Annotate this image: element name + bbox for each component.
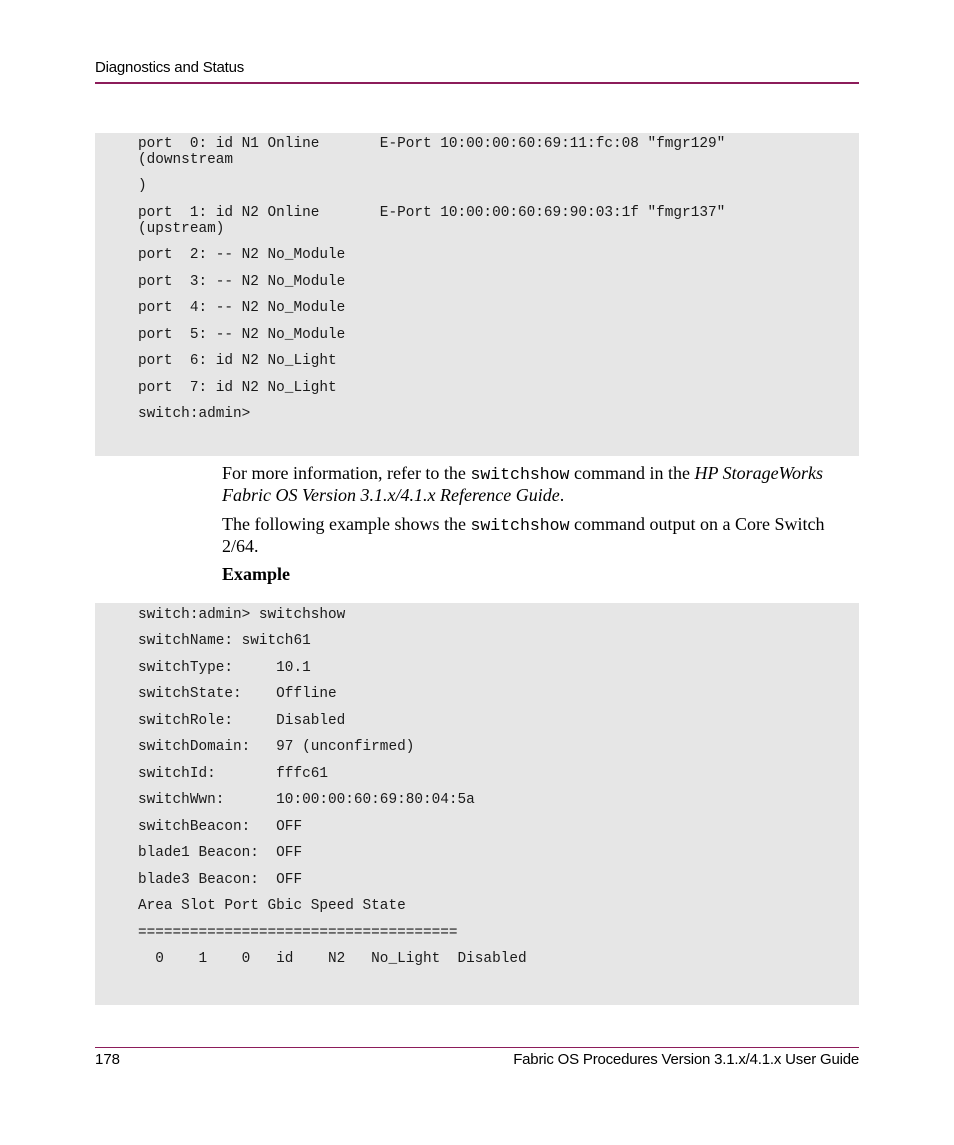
running-footer: Fabric OS Procedures Version 3.1.x/4.1.x User Guide: [513, 1051, 859, 1068]
code-line: port 0: id N1 Online E-Port 10:00:00:60:69:11:fc:08 "fmgr129" (downstream: [138, 136, 726, 168]
inline-command: switchshow: [470, 465, 570, 484]
code-line: port 7: id N2 No_Light: [138, 380, 337, 396]
code-line: port 4: -- N2 No_Module: [138, 300, 346, 316]
paragraph-reference: [222, 463, 862, 506]
code-line: switchBeacon: OFF: [138, 819, 303, 835]
code-block-switchshow: [95, 603, 859, 1005]
text: command in the: [569, 463, 695, 483]
code-line: blade1 Beacon: OFF: [138, 845, 303, 861]
code-line: switchWwn: 10:00:00:60:69:80:04:5a: [138, 792, 475, 808]
code-line: switchRole: Disabled: [138, 713, 346, 729]
footer-rule: [95, 1047, 859, 1048]
code-line: switch:admin>: [138, 406, 251, 422]
code-line: port 3: -- N2 No_Module: [138, 274, 346, 290]
code-line: switchDomain: 97 (unconfirmed): [138, 739, 415, 755]
code-line: 0 1 0 id N2 No_Light Disabled: [138, 951, 527, 967]
code-line: ): [138, 178, 147, 194]
code-line: switchState: Offline: [138, 686, 337, 702]
code-line: switch:admin> switchshow: [138, 607, 346, 623]
running-header: Diagnostics and Status: [95, 59, 245, 76]
code-line: switchId: fffc61: [138, 766, 328, 782]
text: .: [559, 485, 565, 505]
code-line: =====================================: [138, 925, 458, 941]
code-line: port 5: -- N2 No_Module: [138, 327, 346, 343]
inline-command: switchshow: [470, 516, 570, 535]
reference-guide-title: HP StorageWorks Fabric OS Version 3.1.x/4.1.x Reference Guide: [222, 463, 823, 505]
code-line: Area Slot Port Gbic Speed State: [138, 898, 406, 914]
header-rule: [95, 82, 859, 84]
code-line: switchName: switch61: [138, 633, 311, 649]
paragraph-example-intro: [222, 514, 862, 557]
code-block-port-listing: [95, 133, 859, 456]
text: For more information, refer to the: [222, 463, 471, 483]
text: command output on a Core Switch 2/64.: [222, 514, 825, 556]
page-number: 178: [95, 1051, 121, 1068]
code-line: port 1: id N2 Online E-Port 10:00:00:60:69:90:03:1f "fmgr137" (upstream): [138, 205, 726, 237]
code-line: port 2: -- N2 No_Module: [138, 247, 346, 263]
code-line: blade3 Beacon: OFF: [138, 872, 303, 888]
code-line: port 6: id N2 No_Light: [138, 353, 337, 369]
text: The following example shows the: [222, 514, 471, 534]
code-line: switchType: 10.1: [138, 660, 311, 676]
example-heading: Example: [222, 564, 291, 584]
